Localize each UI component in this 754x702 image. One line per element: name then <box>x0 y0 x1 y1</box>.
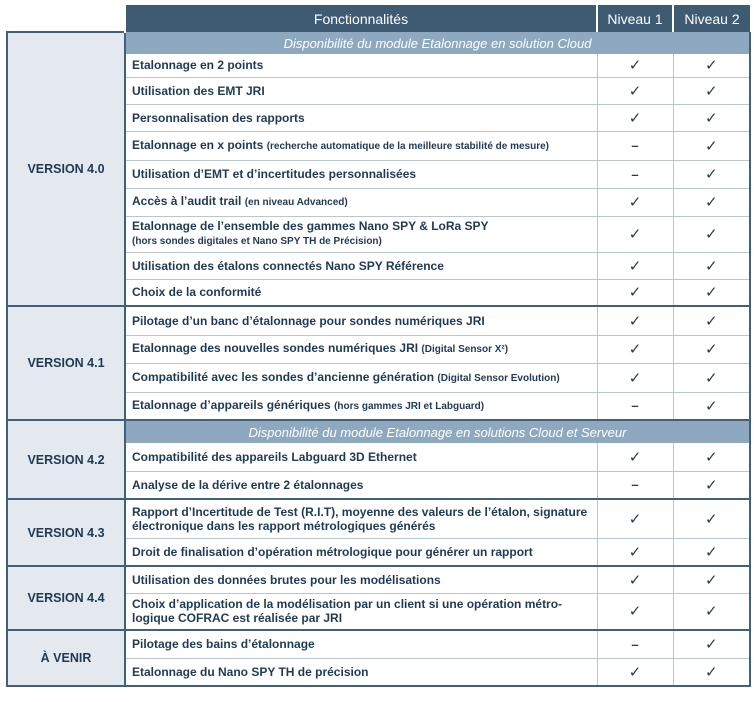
level2-check-icon: ✓ <box>673 538 750 566</box>
feature-note: (recherche automatique de la meilleure stabilité de mesure) <box>266 140 550 152</box>
header-blank <box>7 5 125 32</box>
feature-name: Analyse de la dérive entre 2 étalonnages <box>132 477 364 492</box>
level2-check-icon: ✓ <box>673 104 750 131</box>
level2-check-icon: ✓ <box>673 77 750 104</box>
feature-cell <box>125 335 597 363</box>
feature-cell <box>125 443 597 471</box>
level2-check-icon: ✓ <box>673 566 750 593</box>
level2-check-icon: ✓ <box>673 252 750 279</box>
table-body <box>7 32 750 686</box>
version-label: VERSION 4.2 <box>7 420 125 499</box>
level1-check-icon: ✓ <box>597 658 673 686</box>
level1-check-icon: ✓ <box>597 188 673 216</box>
level1-check-icon: ✓ <box>597 593 673 630</box>
level2-check-icon: ✓ <box>673 392 750 420</box>
feature-note: (en niveau Advanced) <box>244 197 348 208</box>
feature-cell <box>125 104 597 131</box>
version-label: VERSION 4.1 <box>7 306 125 420</box>
feature-name: Pilotage d’un banc d’étalonnage pour sondes numériques JRI <box>132 313 485 328</box>
level1-check-icon: ✓ <box>597 443 673 471</box>
cloud-banner-row <box>7 32 750 54</box>
feature-note: (Digital Sensor Evolution) <box>437 372 560 384</box>
feature-name: Utilisation des données brutes pour les modélisations <box>132 572 441 587</box>
table-header <box>7 5 750 32</box>
level2-check-icon: ✓ <box>673 54 750 77</box>
feature-name: Utilisation des EMT JRI <box>132 83 265 98</box>
level1-check-icon: ✓ <box>597 54 673 77</box>
version-label: VERSION 4.0 <box>7 32 125 306</box>
feature-name: Rapport d’Incertitude de Test (R.I.T), moyenne des valeurs de l’étalon, signature électronique dans les rapport métrologiques générés <box>132 504 588 533</box>
level2-check-icon: ✓ <box>673 630 750 658</box>
level2-check-icon: ✓ <box>673 188 750 216</box>
level2-check-icon: ✓ <box>673 499 750 538</box>
level2-check-icon: ✓ <box>673 335 750 363</box>
level1-check-icon: ✓ <box>597 306 673 335</box>
level2-check-icon: ✓ <box>673 160 750 188</box>
feature-name: Utilisation des étalons connectés Nano SPY Référence <box>132 258 444 273</box>
feature-note: (hors gammes JRI et Labguard) <box>334 400 485 412</box>
feature-name: Etalonnage d’appareils génériques <box>132 397 335 412</box>
feature-name: Etalonnage du Nano SPY TH de précision <box>132 664 369 679</box>
feature-name: Etalonnage en x points <box>132 137 267 152</box>
level1-dash-icon: – <box>597 160 673 188</box>
feature-name: Compatibilité des appareils Labguard 3D Ethernet <box>132 449 417 464</box>
level2-check-icon: ✓ <box>673 593 750 630</box>
cloud-server-banner: Disponibilité du module Etalonnage en solutions Cloud et Serveur <box>125 420 750 443</box>
feature-note: (Digital Sensor X²) <box>421 344 509 355</box>
feature-cell <box>125 54 597 77</box>
level1-check-icon: ✓ <box>597 335 673 363</box>
version-label: VERSION 4.4 <box>7 566 125 630</box>
header-level2: Niveau 2 <box>673 5 750 32</box>
feature-name: Accès à l’audit trail <box>132 194 245 208</box>
level1-check-icon: ✓ <box>597 77 673 104</box>
level1-check-icon: ✓ <box>597 566 673 593</box>
level1-check-icon: ✓ <box>597 363 673 392</box>
level1-dash-icon: – <box>597 131 673 160</box>
level1-check-icon: ✓ <box>597 252 673 279</box>
cloud-server-banner-row <box>7 420 750 443</box>
table-row <box>7 306 750 335</box>
level1-check-icon: ✓ <box>597 104 673 131</box>
feature-name: Droit de finalisation d’opération métrologique pour générer un rapport <box>132 544 533 559</box>
header-level1: Niveau 1 <box>597 5 673 32</box>
level1-check-icon: ✓ <box>597 279 673 306</box>
feature-cell <box>125 188 597 216</box>
feature-name: Etalonnage en 2 points <box>132 58 264 73</box>
level2-check-icon: ✓ <box>673 443 750 471</box>
level2-check-icon: ✓ <box>673 658 750 686</box>
level2-check-icon: ✓ <box>673 279 750 306</box>
level2-check-icon: ✓ <box>673 216 750 252</box>
feature-cell <box>125 658 597 686</box>
level1-check-icon: ✓ <box>597 216 673 252</box>
feature-cell <box>125 593 597 630</box>
feature-table <box>6 5 751 687</box>
feature-name: Pilotage des bains d’étalonnage <box>132 637 315 652</box>
level2-check-icon: ✓ <box>673 131 750 160</box>
level1-check-icon: ✓ <box>597 538 673 566</box>
feature-cell <box>125 77 597 104</box>
feature-cell <box>125 566 597 593</box>
feature-name: Etalonnage de l’ensemble des gammes Nano SPY & LoRa SPY <box>132 219 489 233</box>
feature-cell <box>125 279 597 306</box>
level1-dash-icon: – <box>597 471 673 499</box>
table-row <box>7 566 750 593</box>
version-label: À VENIR <box>7 630 125 686</box>
level2-check-icon: ✓ <box>673 306 750 335</box>
version-label: VERSION 4.3 <box>7 499 125 566</box>
feature-note: (hors sondes digitales et Nano SPY TH de Précision) <box>132 236 382 247</box>
feature-cell <box>125 471 597 499</box>
feature-name: Personnalisation des rapports <box>132 110 305 125</box>
table-row <box>7 499 750 538</box>
level2-check-icon: ✓ <box>673 471 750 499</box>
feature-cell <box>125 538 597 566</box>
level1-check-icon: ✓ <box>597 499 673 538</box>
table-row <box>7 630 750 658</box>
level1-dash-icon: – <box>597 630 673 658</box>
feature-cell <box>125 306 597 335</box>
feature-cell <box>125 363 597 392</box>
feature-name: Utilisation d’EMT et d’incertitudes personnalisées <box>132 167 417 181</box>
feature-cell <box>125 499 597 538</box>
feature-cell <box>125 160 597 188</box>
feature-cell <box>125 131 597 160</box>
feature-cell <box>125 392 597 420</box>
feature-cell <box>125 216 597 252</box>
cloud-banner: Disponibilité du module Etalonnage en solution Cloud <box>125 32 750 54</box>
feature-name: Etalonnage des nouvelles sondes numériques JRI <box>132 341 422 355</box>
feature-cell <box>125 252 597 279</box>
level2-check-icon: ✓ <box>673 363 750 392</box>
feature-name: Choix de la conformité <box>132 285 262 300</box>
feature-cell <box>125 630 597 658</box>
header-features: Fonctionnalités <box>125 5 597 32</box>
feature-name: Choix d’application de la modélisation par un client si une opération métro-logique COFRAC est réalisée par JRI <box>132 597 563 626</box>
level1-dash-icon: – <box>597 392 673 420</box>
feature-name: Compatibilité avec les sondes d’ancienne génération <box>132 369 438 384</box>
